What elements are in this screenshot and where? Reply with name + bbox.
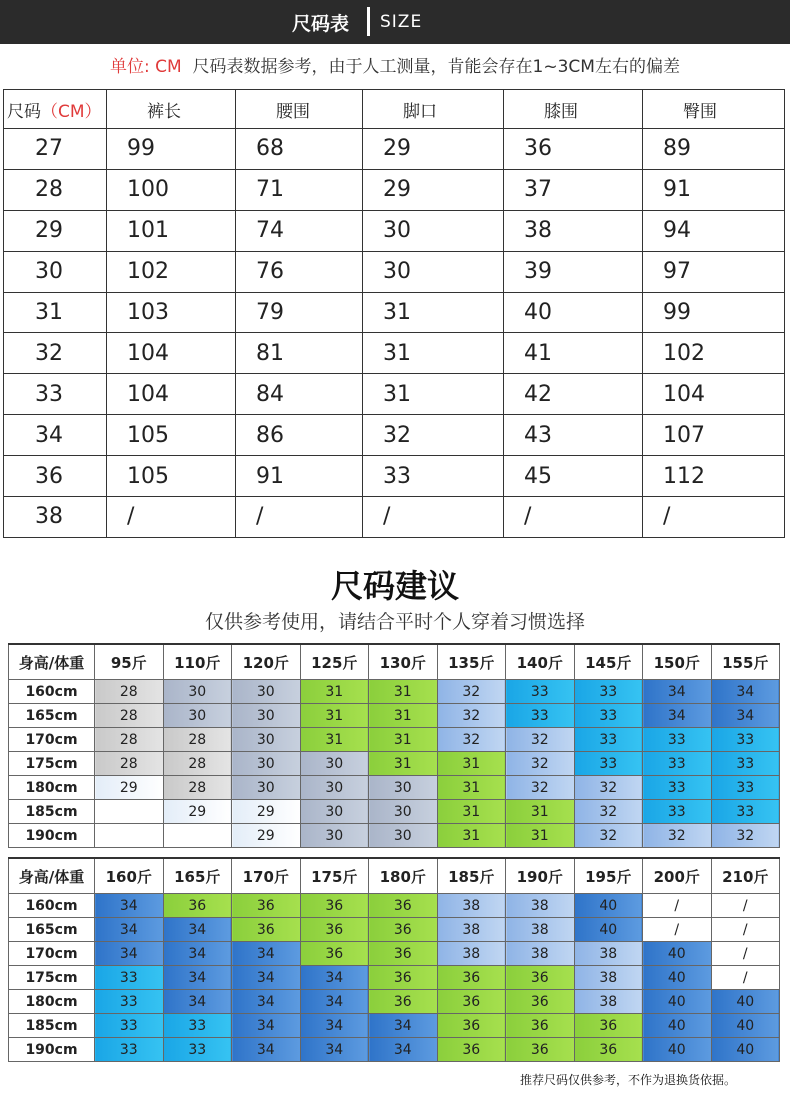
advice-weight-cell: 210斤 [711,858,780,894]
size-label-cell: 34 [4,415,107,456]
advice-weight-cell: 180斤 [369,858,438,894]
advice-weight-cell: 190斤 [506,858,575,894]
advice-size-cell: 36 [574,1038,643,1062]
size-value-cell: 33 [363,456,504,497]
advice-size-cell: 34 [163,942,232,966]
advice-size-cell: 33 [643,776,712,800]
advice-size-cell: 33 [574,680,643,704]
advice-size-cell: 28 [95,728,164,752]
size-value-cell: 39 [504,251,643,292]
advice-size-cell: 30 [300,776,369,800]
size-value-cell: 104 [643,374,785,415]
advice-size-cell: 32 [437,680,506,704]
advice-height-cell: 180cm [9,990,95,1014]
size-value-cell: 42 [504,374,643,415]
advice-size-cell: 32 [506,728,575,752]
advice-weight-cell: 155斤 [711,644,780,680]
advice-table-1 [8,643,780,848]
advice-size-cell: 36 [574,1014,643,1038]
advice-weight-cell: 145斤 [574,644,643,680]
size-header-unit: （CM） [41,101,102,122]
size-label-cell: 38 [4,497,107,538]
advice-size-cell: 29 [232,800,301,824]
advice-size-cell: 38 [437,918,506,942]
size-value-cell: 68 [236,129,363,170]
advice-size-cell: 36 [163,894,232,918]
advice-height-cell: 190cm [9,1038,95,1062]
advice-height-cell: 170cm [9,728,95,752]
size-value-cell: 29 [363,169,504,210]
advice-row [9,752,780,776]
advice-size-cell: 33 [95,1014,164,1038]
size-label-cell: 27 [4,129,107,170]
advice-size-cell: 32 [574,800,643,824]
advice-size-cell: 34 [300,966,369,990]
advice-weight-cell: 160斤 [95,858,164,894]
size-row [4,129,785,170]
advice-size-cell: 40 [574,894,643,918]
size-label-cell: 29 [4,210,107,251]
size-value-cell: 38 [504,210,643,251]
size-value-cell: 40 [504,292,643,333]
advice-size-cell: 40 [643,990,712,1014]
advice-size-cell: 36 [506,1014,575,1038]
advice-size-cell: 34 [300,1038,369,1062]
size-value-cell: / [107,497,236,538]
advice-size-cell: 36 [300,894,369,918]
advice-size-cell: 30 [369,776,438,800]
size-header-cell [4,90,107,129]
advice-size-cell: / [711,942,780,966]
size-value-cell: 84 [236,374,363,415]
advice-size-cell: 36 [437,1038,506,1062]
size-value-cell: / [643,497,785,538]
advice-weight-cell: 95斤 [95,644,164,680]
size-label-cell: 32 [4,333,107,374]
advice-size-cell: 34 [232,990,301,1014]
unit-note [0,52,790,77]
advice-weight-cell: 130斤 [369,644,438,680]
unit-label: 单位: CM [110,57,182,77]
size-value-cell: 43 [504,415,643,456]
advice-size-cell: 40 [711,1038,780,1062]
advice-size-cell: 34 [95,918,164,942]
advice-row [9,776,780,800]
advice-size-cell: 28 [163,728,232,752]
size-label-cell: 33 [4,374,107,415]
advice-size-cell: 28 [95,752,164,776]
advice-size-cell: 34 [300,1014,369,1038]
advice-size-cell: 33 [506,680,575,704]
advice-size-cell: 38 [437,894,506,918]
size-value-cell: 79 [236,292,363,333]
advice-size-cell: 33 [163,1038,232,1062]
advice-size-cell: 38 [506,942,575,966]
size-value-cell: / [236,497,363,538]
advice-size-cell: 31 [437,824,506,848]
size-row [4,251,785,292]
advice-size-cell: 36 [369,894,438,918]
advice-row [9,824,780,848]
advice-size-cell: 31 [506,800,575,824]
advice-size-cell: 32 [437,728,506,752]
advice-size-cell: 36 [232,894,301,918]
advice-height-cell: 160cm [9,894,95,918]
advice-size-cell: 34 [95,942,164,966]
advice-size-cell: 31 [437,800,506,824]
advice-weight-cell: 195斤 [574,858,643,894]
size-value-cell: 81 [236,333,363,374]
size-value-cell: 104 [107,374,236,415]
advice-height-cell: 175cm [9,966,95,990]
title-divider [367,7,370,36]
advice-size-cell: 34 [163,918,232,942]
advice-size-cell: 31 [437,752,506,776]
advice-row [9,1014,780,1038]
advice-size-cell: / [643,918,712,942]
advice-size-cell: 36 [506,966,575,990]
size-row [4,415,785,456]
advice-size-cell: 31 [369,752,438,776]
advice-size-cell: 36 [506,990,575,1014]
advice-corner-cell: 身高/体重 [9,644,95,680]
size-value-cell: 102 [643,333,785,374]
advice-size-cell: 30 [232,776,301,800]
advice-size-cell: 30 [300,824,369,848]
advice-size-cell: 34 [369,1038,438,1062]
advice-weight-cell: 110斤 [163,644,232,680]
title-bar [0,0,790,44]
advice-size-cell: 40 [711,990,780,1014]
advice-row [9,894,780,918]
advice-size-cell: 30 [369,824,438,848]
size-value-cell: 37 [504,169,643,210]
advice-size-cell: 32 [574,824,643,848]
size-label-cell: 30 [4,251,107,292]
advice-height-cell: 160cm [9,680,95,704]
advice-size-cell: 33 [163,1014,232,1038]
advice-size-cell: 31 [437,776,506,800]
advice-height-cell: 175cm [9,752,95,776]
size-header-label: 尺码 [7,101,41,122]
advice-weight-cell: 185斤 [437,858,506,894]
size-value-cell: 99 [643,292,785,333]
advice-height-cell: 165cm [9,704,95,728]
advice-weight-cell: 120斤 [232,644,301,680]
advice-size-cell: 33 [711,752,780,776]
advice-size-cell: 34 [163,990,232,1014]
size-value-cell: 101 [107,210,236,251]
size-value-cell: 107 [643,415,785,456]
size-row [4,333,785,374]
advice-size-cell: 36 [437,966,506,990]
advice-size-cell: 38 [574,942,643,966]
advice-size-cell: 29 [163,800,232,824]
size-label-cell: 36 [4,456,107,497]
advice-size-cell: 36 [506,1038,575,1062]
size-value-cell: 29 [363,129,504,170]
advice-size-cell: 28 [163,752,232,776]
advice-size-cell: 30 [300,752,369,776]
advice-size-cell: 32 [506,752,575,776]
advice-weight-cell: 140斤 [506,644,575,680]
advice-size-cell: 32 [711,824,780,848]
advice-size-cell: 34 [643,680,712,704]
size-value-cell: 71 [236,169,363,210]
advice-row [9,800,780,824]
advice-size-cell: 33 [95,966,164,990]
size-value-cell: 102 [107,251,236,292]
size-header-cell: 裤长 [107,90,236,129]
size-value-cell: 31 [363,292,504,333]
advice-size-cell: 36 [369,990,438,1014]
size-value-cell: 76 [236,251,363,292]
advice-size-cell: 38 [574,990,643,1014]
unit-note-text: 尺码表数据参考，由于人工测量，肯能会存在1~3CM左右的偏差 [192,57,680,77]
size-header-cell: 腰围 [236,90,363,129]
advice-header-row [9,644,780,680]
advice-height-cell: 170cm [9,942,95,966]
size-row [4,374,785,415]
advice-size-cell: 40 [574,918,643,942]
advice-size-cell: 33 [643,800,712,824]
advice-size-cell: 33 [574,728,643,752]
advice-size-cell: / [711,918,780,942]
advice-size-cell: 32 [643,824,712,848]
advice-row [9,680,780,704]
advice-row [9,1038,780,1062]
advice-height-cell: 185cm [9,1014,95,1038]
size-value-cell: 91 [236,456,363,497]
size-label-cell: 31 [4,292,107,333]
size-value-cell: 104 [107,333,236,374]
advice-size-cell: 34 [95,894,164,918]
advice-size-cell: 33 [95,990,164,1014]
advice-size-cell: 33 [711,776,780,800]
advice-size-cell: 29 [232,824,301,848]
advice-size-cell: 32 [506,776,575,800]
advice-size-cell: 38 [437,942,506,966]
advice-size-cell: 38 [506,918,575,942]
advice-size-cell: 31 [506,824,575,848]
advice-size-cell: 36 [437,1014,506,1038]
size-label-cell: 28 [4,169,107,210]
advice-size-cell: 36 [300,942,369,966]
size-row [4,210,785,251]
size-value-cell: / [363,497,504,538]
advice-size-cell: 31 [300,680,369,704]
size-value-cell: 91 [643,169,785,210]
advice-size-cell: 33 [643,752,712,776]
size-value-cell: 105 [107,456,236,497]
advice-height-cell: 190cm [9,824,95,848]
advice-size-cell: 30 [369,800,438,824]
advice-size-cell: 40 [643,942,712,966]
advice-height-cell: 180cm [9,776,95,800]
advice-size-cell: 30 [232,752,301,776]
advice-row [9,704,780,728]
size-row [4,497,785,538]
size-chart-table [3,89,785,538]
advice-row [9,990,780,1014]
advice-size-cell: 28 [95,704,164,728]
size-value-cell: 30 [363,251,504,292]
size-value-cell: 32 [363,415,504,456]
size-row [4,456,785,497]
advice-size-cell: 28 [163,776,232,800]
size-value-cell: 103 [107,292,236,333]
page-title: 尺码表 [292,13,350,35]
advice-weight-cell: 165斤 [163,858,232,894]
advice-weight-cell: 150斤 [643,644,712,680]
advice-corner-cell: 身高/体重 [9,858,95,894]
advice-size-cell: / [643,894,712,918]
advice-size-cell: 31 [369,680,438,704]
advice-size-cell: 34 [369,1014,438,1038]
advice-weight-cell: 135斤 [437,644,506,680]
advice-size-cell [95,824,164,848]
size-header-cell: 臀围 [643,90,785,129]
size-value-cell: 97 [643,251,785,292]
advice-weight-cell: 200斤 [643,858,712,894]
advice-size-cell: 33 [95,1038,164,1062]
size-header-cell: 膝围 [504,90,643,129]
advice-row [9,942,780,966]
advice-size-cell: 36 [369,942,438,966]
advice-size-cell: 34 [232,1038,301,1062]
advice-size-cell [95,800,164,824]
advice-size-cell: 31 [369,704,438,728]
size-value-cell: 100 [107,169,236,210]
size-value-cell: 94 [643,210,785,251]
advice-size-cell: 34 [711,704,780,728]
advice-row [9,918,780,942]
advice-size-cell: 28 [95,680,164,704]
advice-row [9,966,780,990]
advice-size-cell: 34 [232,942,301,966]
advice-size-cell: 29 [95,776,164,800]
advice-size-cell: 31 [300,704,369,728]
advice-size-cell: 40 [643,1038,712,1062]
advice-size-cell [163,824,232,848]
size-value-cell: 74 [236,210,363,251]
advice-weight-cell: 175斤 [300,858,369,894]
advice-size-cell: / [711,966,780,990]
size-value-cell: 99 [107,129,236,170]
footer-note: 推荐尺码仅供参考，不作为退换货依据。 [520,1073,737,1087]
size-value-cell: 36 [504,129,643,170]
size-row [4,292,785,333]
advice-row [9,728,780,752]
advice-size-cell: 30 [232,704,301,728]
page-subtitle: SIZE [380,12,423,32]
advice-size-cell: 36 [369,966,438,990]
advice-size-cell: 36 [232,918,301,942]
size-value-cell: 31 [363,333,504,374]
advice-size-cell: 40 [643,1014,712,1038]
advice-header-row [9,858,780,894]
advice-size-cell: 33 [643,728,712,752]
advice-weight-cell: 125斤 [300,644,369,680]
size-value-cell: 31 [363,374,504,415]
advice-size-cell: 38 [574,966,643,990]
size-value-cell: 30 [363,210,504,251]
advice-size-cell: 36 [369,918,438,942]
advice-size-cell: 40 [711,1014,780,1038]
size-value-cell: 89 [643,129,785,170]
advice-size-cell: 30 [232,728,301,752]
advice-height-cell: 185cm [9,800,95,824]
advice-subtitle: 仅供参考使用，请结合平时个人穿着习惯选择 [204,611,585,633]
size-header-cell: 脚口 [363,90,504,129]
advice-size-cell: 34 [232,966,301,990]
advice-size-cell: 30 [232,680,301,704]
advice-size-cell: 32 [437,704,506,728]
size-value-cell: 105 [107,415,236,456]
advice-size-cell: 33 [574,704,643,728]
advice-size-cell: 34 [300,990,369,1014]
advice-size-cell: 32 [574,776,643,800]
advice-size-cell: 33 [506,704,575,728]
size-row [4,169,785,210]
advice-size-cell: 31 [369,728,438,752]
advice-size-cell: 34 [163,966,232,990]
advice-size-cell: 30 [163,680,232,704]
advice-size-cell: 38 [506,894,575,918]
advice-title: 尺码建议 [330,567,459,605]
size-value-cell: / [504,497,643,538]
advice-weight-cell: 170斤 [232,858,301,894]
advice-size-cell: 30 [300,800,369,824]
advice-size-cell: 33 [574,752,643,776]
advice-size-cell: 36 [300,918,369,942]
advice-size-cell: 30 [163,704,232,728]
advice-size-cell: 40 [643,966,712,990]
advice-height-cell: 165cm [9,918,95,942]
size-value-cell: 41 [504,333,643,374]
size-value-cell: 112 [643,456,785,497]
advice-size-cell: 34 [711,680,780,704]
advice-size-cell: 36 [437,990,506,1014]
size-value-cell: 45 [504,456,643,497]
advice-table-2 [8,857,780,1062]
advice-size-cell: 33 [711,800,780,824]
advice-size-cell: 34 [232,1014,301,1038]
advice-size-cell: 31 [300,728,369,752]
size-value-cell: 86 [236,415,363,456]
advice-size-cell: 33 [711,728,780,752]
size-header-row [4,90,785,129]
advice-size-cell: 34 [643,704,712,728]
advice-size-cell: / [711,894,780,918]
